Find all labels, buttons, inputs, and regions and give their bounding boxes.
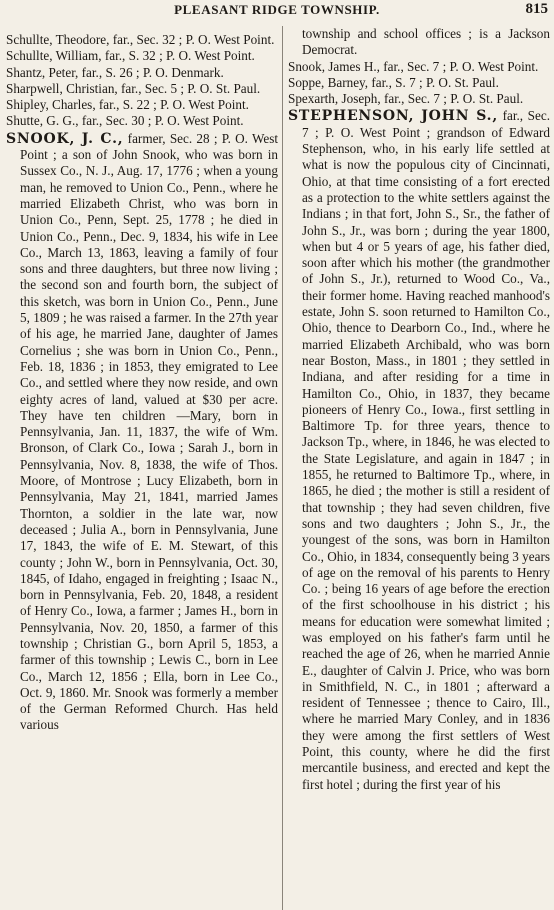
column-divider (282, 26, 283, 910)
directory-entry: Schullte, Theodore, far., Sec. 32 ; P. O. West Point. (6, 32, 275, 47)
directory-entry: Snook, James H., far., Sec. 7 ; P. O. West Point. (288, 58, 539, 74)
page-title: PLEASANT RIDGE TOWNSHIP. (174, 2, 380, 17)
biography-name: STEPHENSON, JOHN S., (288, 108, 499, 125)
biography-text: far., Sec. 7 ; P. O. West Point ; grandson of Edward Stephenson, who, in his early life settled at what is now the populous city of Cincinnati, Ohio, at that time consisting of a fort erected as a protection to the white settlers against the Indians ; in that fort, John S., Sr., the father of John S., Jr., was born ; during the year 1800, when but 4 or 5 years of age, his father died, soon after which his mother (the grandmother of John S., Jr.), returned to Wood Co., Va., their former home. Having reached manhood's estate, John S. soon returned to Hamilton Co., Ohio, thence to Dearborn Co., Ind., where he married Elizabeth Archibald, who was born near Boston, Mass., in 1801 ; they settled in Indiana, and after residing for a time in Hamilton Co., Ohio, in 1837, they became pioneers of Henry Co., Iowa., first settling in Baltimore Tp. for three years, thence to Jackson Tp., where, in 1846, he was elected to the State Legislature, and again in 1847 ; in 1855, he returned to Baltimore Tp., where, in 1865, he died ; the mother is still a resident of that township ; they had seven children, five sons and two daughters ; John S., Jr., the youngest of the sons, was born in Hamilton Co., Ohio, in 1834, consequently being 3 years of age on the removal of his parents to Henry Co. ; being 16 years of age before the erection of the first schoolhouse in his district ; his means for education were somewhat limited ; was employed on his father's farm until he reached the age of 26, when he married Annie E., daughter of Calvin J. Price, who was born in Smithfield, N. C., in 1801 ; afterward a resident of Tennessee ; thence to Cairo, Ill., where he married Mary Conley, and in 1836 they were among the first settlers of West Point, this county, where he did the first mercantile business, and erected and kept the first hotel ; during the first year of his (302, 108, 550, 792)
biography-name: SNOOK, J. C., (6, 130, 124, 147)
biography-stephenson (288, 108, 550, 792)
left-column (6, 32, 278, 734)
continued-text: township and school offices ; is a Jackson Democrat. (302, 26, 550, 58)
biography-text: farmer, Sec. 28 ; P. O. West Point ; a son of John Snook, who was born in Sussex Co., N. J., Aug. 17, 1776 ; when a young man, he removed to Union Co., Penn., where he married Elizabeth Christ, who was born in Union Co., Penn, Sept. 25, 1778 ; he died in Union Co., Penn., Dec. 9, 1834, his wife in Lee Co., March 13, 1863, leaving a family of four sons and three daughters, but three now living ; the second son and fourth born, the subject of this sketch, was born in Union Co., Penn., June 5, 1809 ; he was raised a farmer. In the 27th year of his age, he married Jane, daughter of James Cornelius ; she was born in Union Co., Penn., Feb. 18, 1836 ; in 1853, they emigrated to Lee Co., and settled where they now reside, and own eighty acres of land, valued at $30 per acre. They have ten children —Mary, born in Pennsylvania, Jan. 11, 1837, the wife of Wm. Bronson, of Clark Co., Iowa ; Sarah J., born in Pennsylvania, Nov. 8, 1838, the wife of Thos. Moore, of Montrose ; Lucy Elizabeth, born in Pennsylvania, May 21, 1841, married James Thornton, a soldier in the late war, now deceased ; Julia A., born in Pennsylvania, June 17, 1843, the wife of E. M. Stewart, of this county ; John W., born in Pennsylvania, Oct. 30, 1845, of Idaho, engaged in freighting ; Isaac N., born in Pennsylvania, Feb. 20, 1848, a resident of Henry Co., Iowa, a farmer ; James H., born in Pennsylvania, Nov. 20, 1850, a farmer of this township ; Christian G., born April 5, 1853, a farmer of this township ; Lewis C., born in Lee Co., March 12, 1856 ; Ella, born in Lee Co., Oct. 9, 1860. Mr. Snook was formerly a member of the German Reformed Church. Has held various (20, 130, 278, 733)
directory-entry: Spexarth, Joseph, far., Sec. 7 ; P. O. St. Paul. (288, 91, 524, 107)
directory-entry: Sharpwell, Christian, far., Sec. 5 ; P. O. St. Paul. (6, 80, 261, 96)
right-column (288, 26, 550, 793)
page-number: 815 (525, 1, 548, 17)
directory-entry: Schullte, William, far., S. 32 ; P. O. West Point. (6, 48, 255, 64)
directory-entry: Shipley, Charles, far., S. 22 ; P. O. West Point. (6, 97, 249, 113)
biography-snook (6, 131, 278, 734)
page-header (0, 0, 554, 20)
directory-entry: Shantz, Peter, far., S. 26 ; P. O. Denmark. (6, 64, 224, 80)
directory-entry: Shutte, G. G., far., Sec. 30 ; P. O. West Point. (6, 113, 244, 129)
directory-entry: Soppe, Barney, far., S. 7 ; P. O. St. Paul. (288, 74, 499, 90)
